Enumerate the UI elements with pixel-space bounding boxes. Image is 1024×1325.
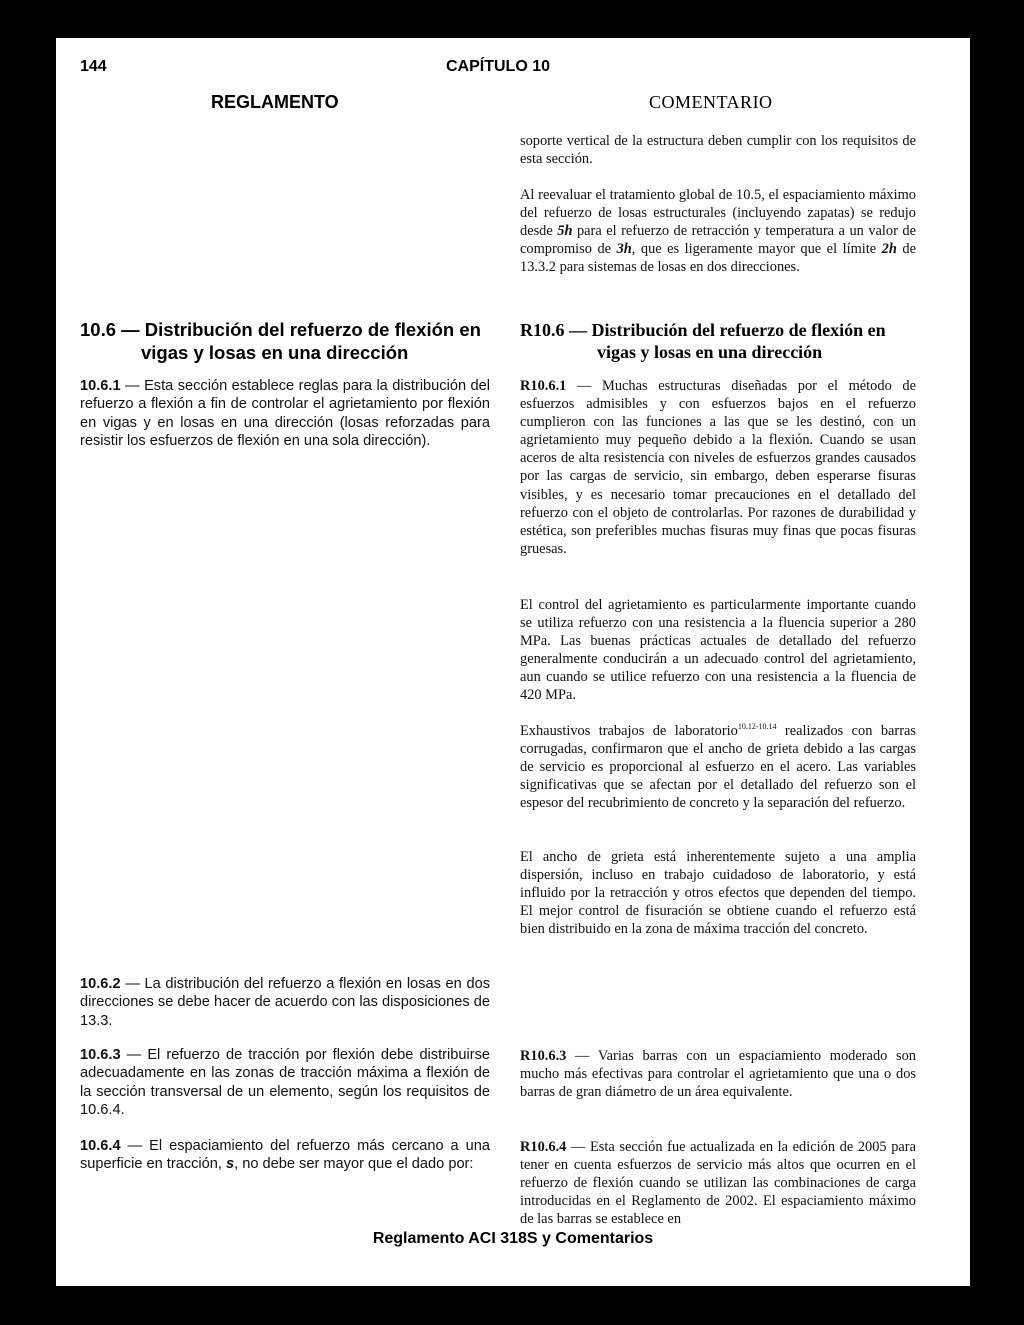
commentary-paragraph-crack-control: El control del agrietamiento es particularmente importante cuando se utiliza refuerzo con una resistencia a la fluencia superior a 280 MPa. Las buenas prácticas actuales de detallado del refuerzo generalmente conducirán a un adecuado control del agrietamiento, aun cuando se utilice refuerzo con una resistencia a la fluencia de 420 MPa.: [520, 597, 916, 704]
commentary-r10-6-1: R10.6.1 — Muchas estructuras diseñadas por el método de esfuerzos admisibles y con esfuerzos bajos en el refuerzo cumplieron con las funciones a las que se les destinó, con un agrietamiento muy pequeño debido a la flexión. Cuando se usan aceros de alta resistencia con niveles de esfuerzos grandes causados por las cargas de servicio, sin embargo, deben esperarse fisuras visibles, y es necesario tomar precauciones en el detallado del refuerzo con el objeto de controlarlas. Por razones de durabilidad y estética, son preferibles muchas fisuras muy finas que pocas fisuras gruesas.: [520, 378, 916, 557]
chapter-title: CAPÍTULO 10: [446, 58, 551, 75]
section-heading-r10-6: R10.6 — Distribución del refuerzo de flexión en vigas y losas en una dirección: [520, 320, 886, 362]
commentary-r10-6-4: R10.6.4 — Esta sección fue actualizada en la edición de 2005 para tener en cuenta esfuerzos de servicio más altos que ocurren en el refuerzo de flexión cuando se utilizan las combinaciones de carga introducidas en el Reglamento de 2002. El espaciamiento máximo de las barras se establece en: [520, 1139, 916, 1228]
clause-10-6-1: 10.6.1 — Esta sección establece reglas para la distribución del refuerzo a flexión a fin de controlar el agrietamiento por flexión en vigas y en losas en una dirección (losas reforzadas para resistir los esfuerzos de flexión en una sola dirección).: [80, 378, 490, 449]
clause-10-6-2: 10.6.2 — La distribución del refuerzo a flexión en losas en dos direcciones se debe hacer de acuerdo con las disposiciones de 13.3.: [80, 976, 490, 1029]
document-page: [56, 38, 970, 1286]
page-number: 144: [80, 58, 107, 75]
commentary-r10-6-3: R10.6.3 — Varias barras con un espaciamiento moderado son mucho más efectivas para controlar el agrietamiento que una o dos barras de gran diámetro de un área equivalente.: [520, 1048, 916, 1101]
commentary-paragraph-spacing: Al reevaluar el tratamiento global de 10.5, el espaciamiento máximo del refuerzo de losas estructurales (incluyendo zapatas) se redujo desde 5h para el refuerzo de retracción y temperatura a un valor de compromiso de 3h, que es ligeramente mayor que el límite 2h de 13.3.2 para sistemas de losas en dos direcciones.: [520, 187, 916, 276]
page-footer: Reglamento ACI 318S y Comentarios: [372, 1230, 654, 1247]
section-heading-10-6: 10.6 — Distribución del refuerzo de flexión en vigas y losas en una dirección: [80, 319, 481, 363]
commentary-paragraph-laboratory: Exhaustivos trabajos de laboratorio$^{10.12-10.14}$ realizados con barras corrugadas, confirmaron que el ancho de grieta debido a las cargas de servicio es proporcional al esfuerzo en el acero. Las variables significativas que se afectan por el detallado del refuerzo son el espesor del recubrimiento de concreto y la separación del refuerzo.: [520, 722, 916, 812]
right-column-heading: COMENTARIO: [649, 92, 773, 112]
clause-10-6-4: 10.6.4 — El espaciamiento del refuerzo más cercano a una superficie en tracción, s, no debe ser mayor que el dado por:: [80, 1138, 490, 1173]
commentary-paragraph-continued: soporte vertical de la estructura deben cumplir con los requisitos de esta sección.: [520, 133, 916, 168]
commentary-paragraph-crack-width: El ancho de grieta está inherentemente sujeto a una amplia dispersión, incluso en trabajo cuidadoso de laboratorio, y está influido por la retracción y otros efectos que dependen del tiempo. El mejor control de fisuración se obtiene cuando el refuerzo está bien distribuido en la zona de máxima tracción del concreto.: [520, 849, 916, 938]
left-column-heading: REGLAMENTO: [211, 92, 339, 112]
clause-10-6-3: 10.6.3 — El refuerzo de tracción por flexión debe distribuirse adecuadamente en las zonas de tracción máxima a flexión de la sección transversal de un elemento, según los requisitos de 10.6.4.: [80, 1047, 490, 1118]
